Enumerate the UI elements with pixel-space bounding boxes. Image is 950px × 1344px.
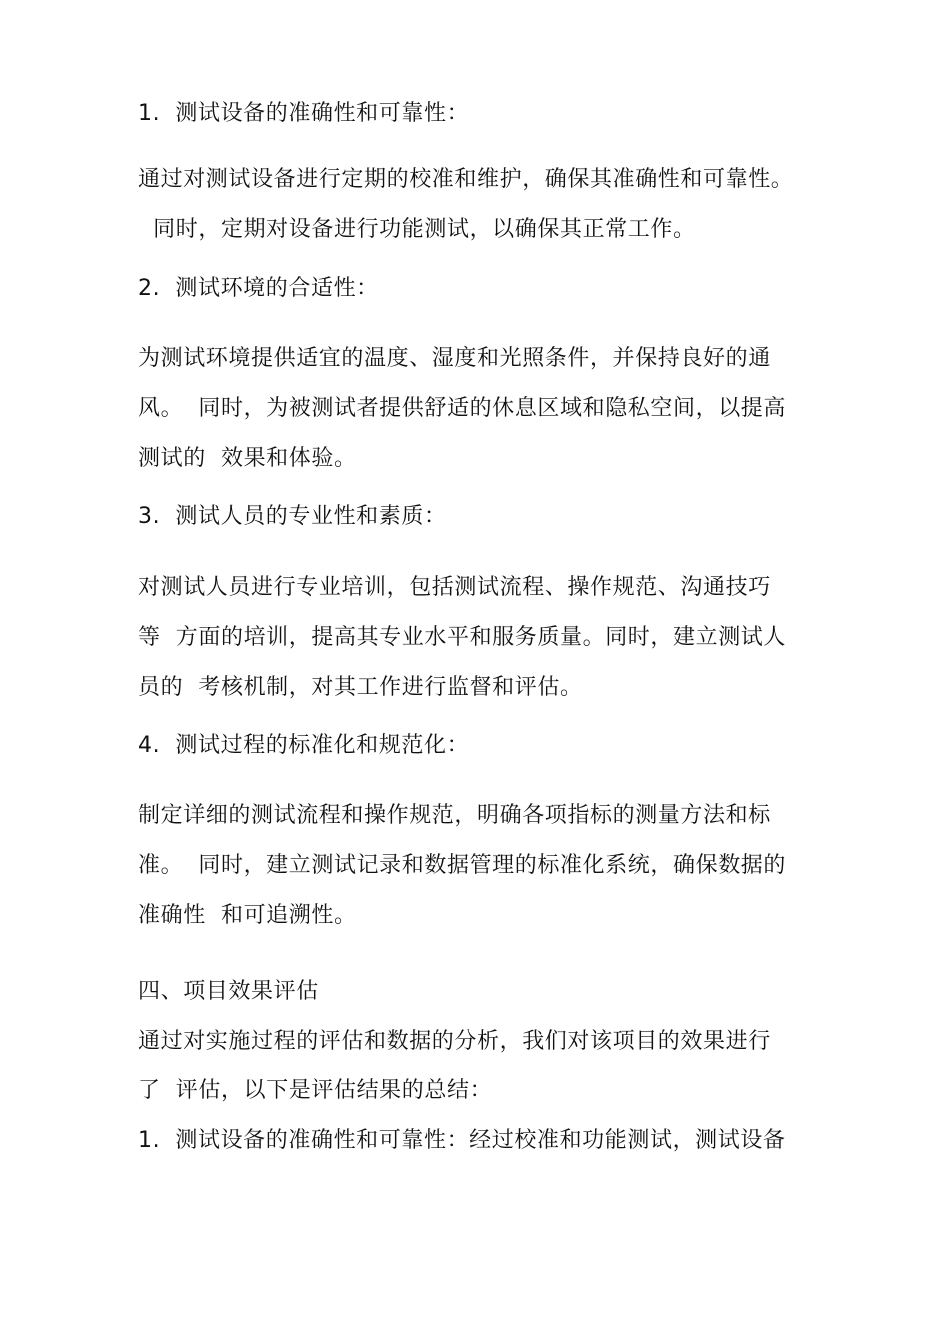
paragraph-line: 员的 考核机制，对其工作进行监督和评估。 <box>138 675 583 700</box>
paragraph-line: 测试的 效果和体验。 <box>138 446 357 471</box>
paragraph-line: 通过对实施过程的评估和数据的分析，我们对该项目的效果进行 <box>138 1029 771 1054</box>
paragraph-line: 风。 同时，为被测试者提供舒适的休息区域和隐私空间，以提高 <box>138 396 786 421</box>
paragraph-line: 对测试人员进行专业培训，包括测试流程、操作规范、沟通技巧 <box>138 575 771 600</box>
paragraph-line: 准。 同时，建立测试记录和数据管理的标准化系统，确保数据的 <box>138 853 786 878</box>
section-heading: 1. 测试设备的准确性和可靠性： <box>138 101 470 126</box>
paragraph-line: 等 方面的培训，提高其专业水平和服务质量。同时，建立测试人 <box>138 625 786 650</box>
paragraph-line: 了 评估，以下是评估结果的总结： <box>138 1078 493 1103</box>
section-title: 四、项目效果评估 <box>138 979 319 1004</box>
section-heading: 3. 测试人员的专业性和素质： <box>138 504 447 529</box>
list-item: 1. 测试设备的准确性和可靠性：经过校准和功能测试，测试设备 <box>138 1128 786 1153</box>
paragraph-line: 为测试环境提供适宜的温度、湿度和光照条件，并保持良好的通 <box>138 346 771 371</box>
section-heading: 2. 测试环境的合适性： <box>138 276 379 301</box>
section-heading: 4. 测试过程的标准化和规范化： <box>138 733 470 758</box>
paragraph-line: 通过对测试设备进行定期的校准和维护，确保其准确性和可靠性。 <box>138 167 794 192</box>
paragraph-line: 准确性 和可追溯性。 <box>138 903 357 928</box>
paragraph-line: 制定详细的测试流程和操作规范，明确各项指标的测量方法和标 <box>138 803 771 828</box>
paragraph-line: 同时，定期对设备进行功能测试，以确保其正常工作。 <box>138 217 696 242</box>
